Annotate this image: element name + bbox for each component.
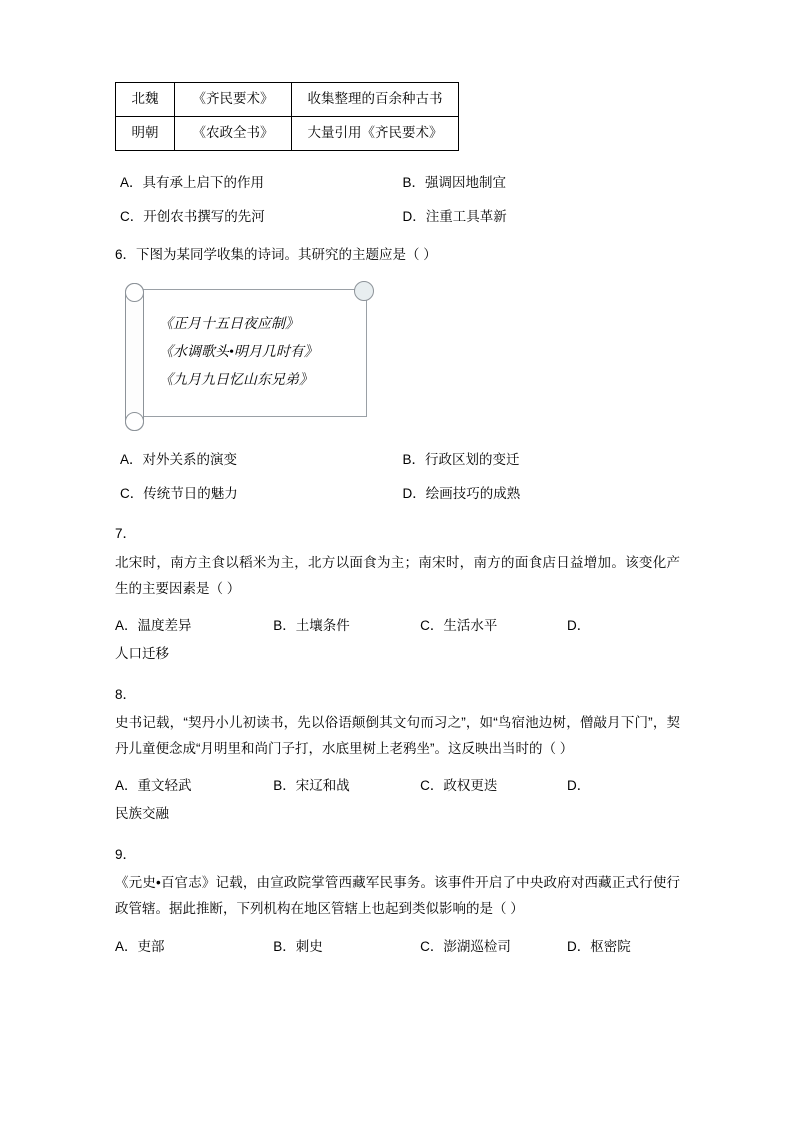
q9-option-c[interactable]: C．澎湖巡检司	[420, 938, 511, 954]
scroll-knob-top-right-icon	[354, 281, 374, 301]
table-row	[116, 116, 459, 150]
q7-option-d[interactable]: D．	[566, 618, 591, 634]
q7-body: 北宋时，南方主食以稻米为主，北方以面食为主；南宋时，南方的面食店日益增加。该变化产生的主要因素是（ ）	[115, 555, 680, 596]
q8-option-d[interactable]: D．	[566, 778, 591, 794]
poem-scroll-figure	[121, 281, 386, 436]
q7-options-row	[115, 615, 680, 637]
q7-option-d-tail[interactable]: 人口迁移	[115, 645, 169, 661]
document-content	[115, 82, 680, 957]
q7-option-b[interactable]: B．土壤条件	[273, 618, 350, 634]
poem-title-1: 《正月十五日夜应制》	[159, 316, 299, 332]
poem-title-2: 《水调歌头•明月几时有》	[159, 344, 318, 360]
q9-number: 9．	[115, 846, 137, 862]
q8-option-b[interactable]: B．宋辽和战	[273, 778, 350, 794]
q9-option-d[interactable]: D．枢密院	[566, 938, 631, 954]
q6-option-b[interactable]: B．行政区划的变迁	[402, 451, 520, 467]
poem-title-3: 《九月九日忆山东兄弟》	[159, 372, 313, 388]
table-row	[116, 83, 459, 117]
q8-option-c[interactable]: C．政权更迭	[420, 778, 498, 794]
q8-option-a[interactable]: A．重文轻武	[115, 778, 192, 794]
q5-options-row-2	[115, 207, 680, 227]
q6-option-a[interactable]: A．对外关系的演变	[120, 451, 238, 467]
scroll-knob-bottom-left-icon	[125, 412, 144, 431]
q7-number: 7．	[115, 526, 137, 542]
q8-options-row	[115, 775, 680, 797]
table-cell-dynasty: 北魏	[116, 83, 175, 117]
q5-options-row-1	[115, 173, 680, 193]
scroll-rod-icon	[125, 283, 144, 431]
table-cell-desc: 收集整理的百余种古书	[292, 83, 459, 117]
q8-number: 8．	[115, 686, 137, 702]
q5-option-d[interactable]: D．注重工具革新	[402, 209, 507, 225]
table-cell-book: 《农政全书》	[175, 116, 292, 150]
table-cell-desc: 大量引用《齐民要术》	[292, 116, 459, 150]
q8-body: 史书记载，“契丹小儿初读书，先以俗语颠倒其文句而习之”，如“鸟宿池边树，僧敲月下门”，契丹儿童便念成“月明里和尚门子打，水底里树上老鸦坐”。这反映出当时的（ ）	[115, 715, 680, 756]
q9-body: 《元史•百官志》记载，由宣政院掌管西藏军民事务。该事件开启了中央政府对西藏正式行使行政管辖。据此推断，下列机构在地区管辖上也起到类似影响的是（ ）	[115, 875, 680, 916]
q7-option-c[interactable]: C．生活水平	[420, 618, 498, 634]
q6-option-c[interactable]: C．传统节日的魅力	[120, 486, 238, 502]
table-cell-dynasty: 明朝	[116, 116, 175, 150]
scroll-text	[159, 311, 359, 395]
q9-option-b[interactable]: B．刺史	[273, 938, 323, 954]
q6-options-row-1	[115, 450, 680, 470]
q7-option-a[interactable]: A．温度差异	[115, 618, 192, 634]
q8-option-d-tail[interactable]: 民族交融	[115, 806, 169, 821]
q6-stem: 6．下图为某同学收集的诗词。其研究的主题应是（ ）	[115, 247, 437, 263]
q5-option-c[interactable]: C．开创农书撰写的先河	[120, 209, 265, 225]
q9-options-row	[115, 936, 680, 958]
table-cell-book: 《齐民要术》	[175, 83, 292, 117]
q9-option-a[interactable]: A．吏部	[115, 938, 165, 954]
scroll-knob-top-left-icon	[125, 283, 144, 302]
q6-options-row-2	[115, 484, 680, 504]
q6-option-d[interactable]: D．绘画技巧的成熟	[402, 486, 521, 502]
history-source-table	[115, 82, 459, 151]
q5-option-a[interactable]: A．具有承上启下的作用	[120, 174, 265, 190]
q5-option-b[interactable]: B．强调因地制宜	[402, 174, 507, 190]
